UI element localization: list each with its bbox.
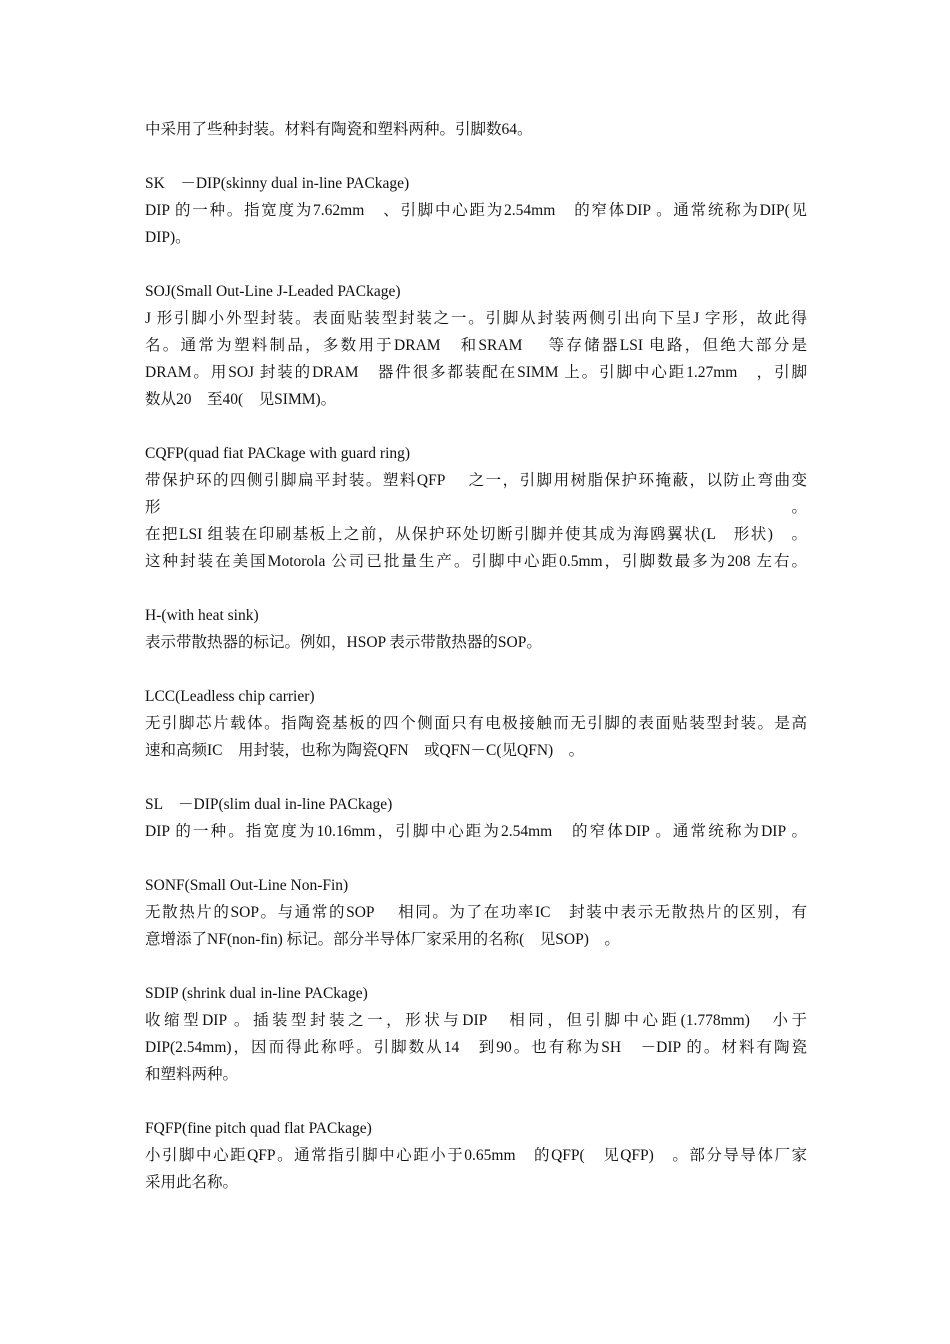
paragraph <box>145 872 807 899</box>
text-line: 小引脚中心距QFP。通常指引脚中心距小于0.65mm 的QFP( 见QFP) 。部分导导体厂家 <box>145 1147 807 1164</box>
text-line: DIP(2.54mm)，因而得此称呼。引脚数从14 到90。也有称为SH －DIP 的。材料有陶瓷 <box>145 1039 807 1056</box>
paragraph <box>145 278 807 305</box>
paragraph <box>145 1007 807 1088</box>
text-line: SOJ(Small Out-Line J-Leaded PACkage) <box>145 283 401 300</box>
text-line: DIP 的一种。指宽度为10.16mm，引脚中心距为2.54mm 的窄体DIP 。通常统称为DIP 。 <box>145 823 807 840</box>
paragraph-spacer <box>145 845 807 872</box>
paragraph <box>145 197 807 251</box>
paragraph <box>145 602 807 629</box>
paragraph-spacer <box>145 953 807 980</box>
text-line: 收缩型DIP 。插装型封装之一，形状与DIP 相同，但引脚中心距(1.778mm) 小于 <box>145 1012 807 1029</box>
paragraph <box>145 1115 807 1142</box>
paragraph <box>145 116 807 143</box>
text-line: 带保护环的四侧引脚扁平封装。塑料QFP 之一，引脚用树脂保护环掩蔽，以防止弯曲变 <box>145 472 807 489</box>
paragraph <box>145 791 807 818</box>
text-line: DIP)。 <box>145 229 191 246</box>
text-line: 无散热片的SOP。与通常的SOP 相同。为了在功率IC 封装中表示无散热片的区别，有 <box>145 904 807 921</box>
text-line: 中采用了些种封装。材料有陶瓷和塑料两种。引脚数64。 <box>145 121 533 138</box>
text-line: FQFP(fine pitch quad flat PACkage) <box>145 1120 372 1137</box>
text-line: 速和高频IC 用封装，也称为陶瓷QFN 或QFN－C(见QFN) 。 <box>145 742 585 759</box>
text-line: DRAM。用SOJ 封装的DRAM 器件很多都装配在SIMM 上。引脚中心距1.27mm ，引脚 <box>145 364 807 381</box>
paragraph-spacer <box>145 413 807 440</box>
paragraph-spacer <box>145 656 807 683</box>
text-line: SK －DIP(skinny dual in-line PACkage) <box>145 175 410 192</box>
paragraph-spacer <box>145 1088 807 1115</box>
text-line: SONF(Small Out-Line Non-Fin) <box>145 877 349 894</box>
text-line: 这种封装在美国Motorola 公司已批量生产。引脚中心距0.5mm，引脚数最多为208 左右。 <box>145 553 807 570</box>
text-line: H-(with heat sink) <box>145 607 259 624</box>
paragraph <box>145 683 807 710</box>
paragraph <box>145 710 807 764</box>
paragraph <box>145 170 807 197</box>
paragraph-spacer <box>145 143 807 170</box>
paragraph <box>145 818 807 845</box>
text-line: LCC(Leadless chip carrier) <box>145 688 315 705</box>
paragraph <box>145 1142 807 1196</box>
text-line: SL －DIP(slim dual in-line PACkage) <box>145 796 393 813</box>
text-line: DIP 的一种。指宽度为7.62mm 、引脚中心距为2.54mm 的窄体DIP 。通常统称为DIP(见 <box>145 202 807 219</box>
paragraph-spacer <box>145 575 807 602</box>
paragraph <box>145 629 807 656</box>
document-page <box>145 116 807 1196</box>
text-line: 意增添了NF(non-fin) 标记。部分半导体厂家采用的名称( 见SOP) 。 <box>145 931 620 948</box>
paragraph-spacer <box>145 251 807 278</box>
text-line: 数从20 至40( 见SIMM)。 <box>145 391 337 408</box>
text-line: CQFP(quad fiat PACkage with guard ring) <box>145 445 411 462</box>
text-line: 形。 <box>145 499 807 516</box>
paragraph <box>145 305 807 413</box>
text-line: SDIP (shrink dual in-line PACkage) <box>145 985 368 1002</box>
paragraph <box>145 467 807 575</box>
text-line: 无引脚芯片载体。指陶瓷基板的四个侧面只有电极接触而无引脚的表面贴装型封装。是高 <box>145 715 807 732</box>
paragraph <box>145 899 807 953</box>
text-line: 采用此名称。 <box>145 1174 239 1191</box>
text-line: 在把LSI 组装在印刷基板上之前，从保护环处切断引脚并使其成为海鸥翼状(L 形状) 。 <box>145 526 807 543</box>
text-line: 名。通常为塑料制品，多数用于DRAM 和SRAM 等存储器LSI 电路，但绝大部分是 <box>145 337 807 354</box>
text-line: 表示带散热器的标记。例如，HSOP 表示带散热器的SOP。 <box>145 634 542 651</box>
text-line: 和塑料两种。 <box>145 1066 239 1083</box>
text-line: J 形引脚小外型封装。表面贴装型封装之一。引脚从封装两侧引出向下呈J 字形，故此得 <box>145 310 807 327</box>
paragraph <box>145 440 807 467</box>
paragraph <box>145 980 807 1007</box>
paragraph-spacer <box>145 764 807 791</box>
